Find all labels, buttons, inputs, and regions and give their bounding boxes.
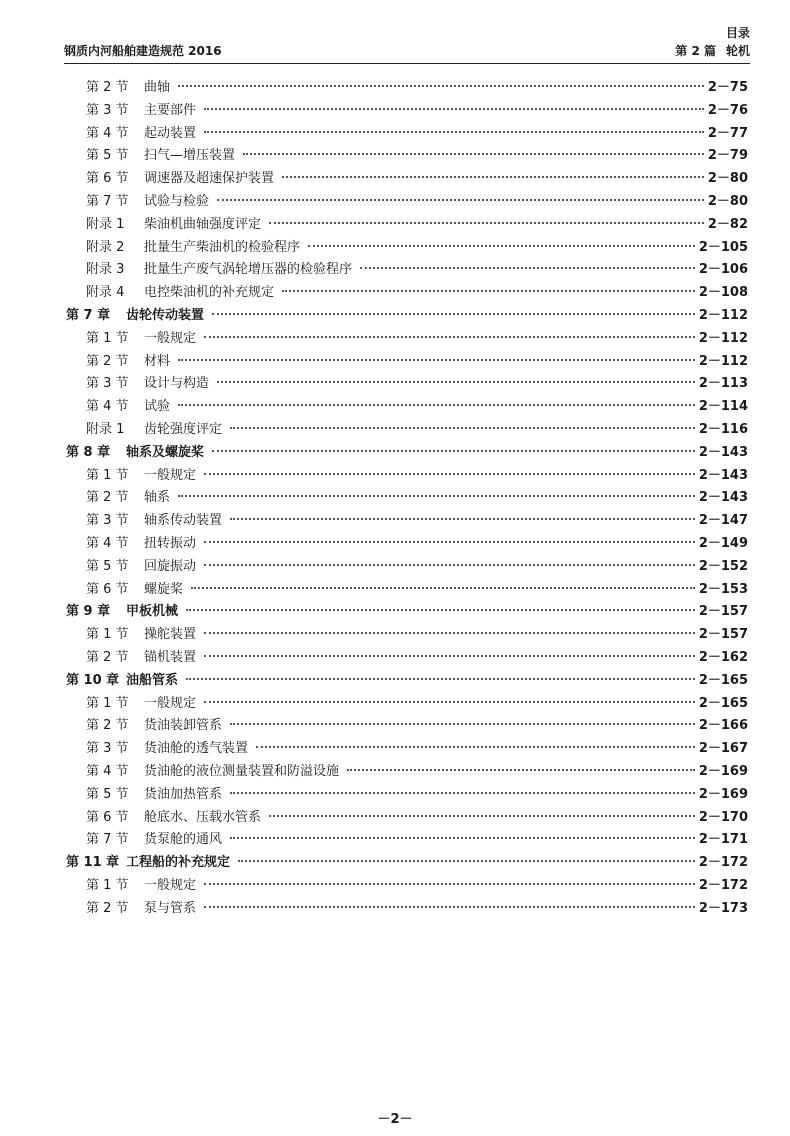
toc-entry-page: 2－147 <box>698 513 748 529</box>
toc-section-entry[interactable] <box>66 373 748 396</box>
dot-leader <box>217 199 704 201</box>
toc-entry-number: 第 6 节 <box>86 809 129 825</box>
toc-entry-number: 第 1 节 <box>86 330 129 346</box>
toc-entry-page: 2－105 <box>698 239 748 255</box>
toc-entry-number: 第 5 节 <box>86 558 129 574</box>
toc-entry-number: 第 8 章 <box>66 444 111 460</box>
dot-leader <box>178 495 695 497</box>
toc-entry-number: 第 4 节 <box>86 535 129 551</box>
toc-entry-page: 2－76 <box>707 102 748 118</box>
toc-entry-page: 2－114 <box>698 399 748 415</box>
toc-entry-number: 第 6 节 <box>86 581 129 597</box>
toc-entry-title: 柴油机曲轴强度评定 <box>144 216 262 232</box>
toc-entry-page: 2－77 <box>707 125 748 141</box>
dot-leader <box>204 131 704 133</box>
toc-section-entry[interactable] <box>66 829 748 852</box>
toc-entry-number: 第 2 节 <box>86 353 129 369</box>
toc-entry-number: 第 1 节 <box>86 695 129 711</box>
toc-section-entry[interactable] <box>66 168 748 191</box>
toc-section-entry[interactable] <box>66 396 748 419</box>
toc-section-entry[interactable] <box>66 807 748 830</box>
toc-section-entry[interactable] <box>66 237 748 260</box>
toc-entry-number: 第 6 节 <box>86 171 129 187</box>
dot-leader <box>238 860 695 862</box>
toc-entry-page: 2－80 <box>707 193 748 209</box>
toc-entry-title: 锚机装置 <box>144 649 197 665</box>
dot-leader <box>230 837 695 839</box>
toc-section-entry[interactable] <box>66 624 748 647</box>
toc-entry-page: 2－169 <box>698 786 748 802</box>
dot-leader <box>230 427 695 429</box>
toc-entry-page: 2－165 <box>698 672 748 688</box>
dot-leader <box>186 609 695 611</box>
toc-entry-number: 第 5 节 <box>86 786 129 802</box>
toc-entry-page: 2－157 <box>698 627 748 643</box>
toc-entry-number: 第 1 节 <box>86 467 129 483</box>
dot-leader <box>256 746 695 748</box>
toc-chapter-entry[interactable] <box>66 852 748 875</box>
toc-entry-page: 2－153 <box>698 581 748 597</box>
toc-entry-page: 2－75 <box>707 80 748 95</box>
toc-entry-page: 2－80 <box>707 171 748 187</box>
dot-leader <box>308 245 695 247</box>
part-heading <box>665 42 750 60</box>
toc-entry-title: 批量生产废气涡轮增压器的检验程序 <box>144 262 353 278</box>
toc-section-entry[interactable] <box>66 715 748 738</box>
toc-entry-number: 第 10 章 <box>66 672 120 688</box>
toc-entry-title: 工程船的补充规定 <box>126 855 231 871</box>
toc-entry-title: 螺旋桨 <box>144 581 184 597</box>
toc-entry-number: 第 1 节 <box>86 627 129 643</box>
toc-entry-title: 舱底水、压载水管系 <box>144 809 262 825</box>
toc-entry-title: 试验与检验 <box>144 193 210 209</box>
toc-entry-page: 2－170 <box>698 809 748 825</box>
dot-leader <box>204 655 695 657</box>
toc-entry-number: 第 2 节 <box>86 490 129 506</box>
toc-entry-title: 材料 <box>144 353 171 369</box>
toc-entry-page: 2－149 <box>698 535 748 551</box>
toc-entry-number: 第 7 节 <box>86 832 129 848</box>
toc-entry-page: 2－157 <box>698 604 748 620</box>
toc-entry-number: 附录 4 <box>86 285 125 301</box>
toc-section-entry[interactable] <box>66 100 748 123</box>
toc-entry-page: 2－172 <box>698 877 748 893</box>
toc-entry-number: 第 4 节 <box>86 763 129 779</box>
toc-section-entry[interactable] <box>66 556 748 579</box>
toc-entry-title: 油船管系 <box>126 672 179 688</box>
dot-leader <box>204 473 695 475</box>
toc-entry-title: 主要部件 <box>144 102 197 118</box>
toc-entry-number: 第 4 节 <box>86 399 129 415</box>
dot-leader <box>230 792 695 794</box>
toc-entry-number: 附录 1 <box>86 216 125 232</box>
dot-leader <box>269 222 704 224</box>
dot-leader <box>282 290 695 292</box>
toc-entry-number: 附录 3 <box>86 262 125 278</box>
toc-entry-page: 2－171 <box>698 832 748 848</box>
toc-entry-title: 齿轮强度评定 <box>144 421 223 437</box>
toc-entry-number: 附录 2 <box>86 239 125 255</box>
dot-leader <box>204 701 695 703</box>
running-head <box>665 24 750 60</box>
dot-leader <box>204 564 695 566</box>
toc-entry-title: 泵与管系 <box>144 900 197 916</box>
toc-section-entry[interactable] <box>66 647 748 670</box>
toc-chapter-entry[interactable] <box>66 670 748 693</box>
toc-section-entry[interactable] <box>66 693 748 716</box>
toc-entry-title: 曲轴 <box>144 80 171 95</box>
toc-section-entry[interactable] <box>66 784 748 807</box>
toc-entry-title: 电控柴油机的补充规定 <box>144 285 275 301</box>
toc-section-entry[interactable] <box>66 282 748 305</box>
toc-entry-page: 2－112 <box>698 307 748 323</box>
toc-entry-page: 2－113 <box>698 376 748 392</box>
toc-entry-title: 齿轮传动装置 <box>126 307 205 323</box>
dot-leader <box>217 381 695 383</box>
table-of-contents <box>66 77 748 920</box>
toc-entry-page: 2－112 <box>698 330 748 346</box>
toc-entry-page: 2－82 <box>707 216 748 232</box>
toc-entry-page: 2－106 <box>698 262 748 278</box>
toc-entry-page: 2－143 <box>698 444 748 460</box>
toc-section-entry[interactable] <box>66 214 748 237</box>
toc-chapter-entry[interactable] <box>66 305 748 328</box>
toc-entry-number: 第 3 节 <box>86 741 129 757</box>
toc-section-entry[interactable] <box>66 487 748 510</box>
header-rule <box>64 63 750 64</box>
dot-leader <box>212 313 695 315</box>
toc-section-entry[interactable] <box>66 351 748 374</box>
book-title: 钢质内河船舶建造规范 2016 <box>64 44 222 58</box>
toc-entry-title: 一般规定 <box>144 877 197 893</box>
dot-leader <box>243 153 704 155</box>
toc-chapter-entry[interactable] <box>66 442 748 465</box>
part-label: 第 2 篇 <box>675 44 716 58</box>
toc-section-entry[interactable] <box>66 898 748 921</box>
toc-entry-page: 2－79 <box>707 148 748 164</box>
toc-entry-number: 附录 1 <box>86 421 125 437</box>
toc-chapter-entry[interactable] <box>66 601 748 624</box>
toc-section-entry[interactable] <box>66 761 748 784</box>
page-header <box>64 24 750 64</box>
toc-entry-page: 2－143 <box>698 467 748 483</box>
dot-leader <box>360 267 695 269</box>
toc-entry-page: 2－162 <box>698 649 748 665</box>
dot-leader <box>204 541 695 543</box>
toc-entry-number: 第 2 节 <box>86 649 129 665</box>
toc-entry-title: 扫气—增压装置 <box>144 148 236 164</box>
toc-entry-page: 2－169 <box>698 763 748 779</box>
toc-entry-title: 货油舱的透气装置 <box>144 741 249 757</box>
dot-leader <box>230 518 695 520</box>
toc-entry-title: 甲板机械 <box>126 604 179 620</box>
dot-leader <box>204 632 695 634</box>
dot-leader <box>186 678 695 680</box>
dot-leader <box>204 883 695 885</box>
dot-leader <box>269 815 695 817</box>
dot-leader <box>347 769 695 771</box>
toc-entry-title: 一般规定 <box>144 695 197 711</box>
toc-section-entry[interactable] <box>66 328 748 351</box>
toc-entry-page: 2－143 <box>698 490 748 506</box>
dot-leader <box>212 450 695 452</box>
toc-entry-title: 一般规定 <box>144 330 197 346</box>
toc-section-entry[interactable] <box>66 579 748 602</box>
toc-entry-number: 第 3 节 <box>86 102 129 118</box>
toc-entry-number: 第 2 节 <box>86 718 129 734</box>
toc-entry-page: 2－152 <box>698 558 748 574</box>
toc-entry-page: 2－165 <box>698 695 748 711</box>
toc-section-entry[interactable] <box>66 123 748 146</box>
toc-entry-title: 操舵装置 <box>144 627 197 643</box>
toc-section-entry[interactable] <box>66 77 748 100</box>
dot-leader <box>204 108 704 110</box>
toc-entry-page: 2－116 <box>698 421 748 437</box>
toc-entry-number: 第 11 章 <box>66 855 120 871</box>
dot-leader <box>178 85 704 87</box>
toc-entry-title: 轴系传动装置 <box>144 513 223 529</box>
toc-entry-title: 货油舱的液位测量装置和防溢设施 <box>144 763 340 779</box>
toc-entry-page: 2－108 <box>698 285 748 301</box>
toc-entry-page: 2－173 <box>698 900 748 916</box>
dot-leader <box>204 906 695 908</box>
toc-entry-title: 货油加热管系 <box>144 786 223 802</box>
toc-entry-number: 第 7 节 <box>86 193 129 209</box>
toc-entry-page: 2－112 <box>698 353 748 369</box>
toc-entry-page: 2－167 <box>698 741 748 757</box>
toc-entry-title: 回旋振动 <box>144 558 197 574</box>
toc-entry-title: 设计与构造 <box>144 376 210 392</box>
toc-entry-title: 调速器及超速保护装置 <box>144 171 275 187</box>
toc-entry-title: 起动装置 <box>144 125 197 141</box>
toc-entry-number: 第 7 章 <box>66 307 111 323</box>
toc-entry-title: 一般规定 <box>144 467 197 483</box>
dot-leader <box>178 404 695 406</box>
toc-section-entry[interactable] <box>66 465 748 488</box>
toc-entry-title: 轴系 <box>144 490 171 506</box>
toc-entry-number: 第 2 节 <box>86 900 129 916</box>
dot-leader <box>204 336 695 338</box>
toc-entry-number: 第 3 节 <box>86 513 129 529</box>
part-name: 轮机 <box>725 44 750 58</box>
toc-entry-title: 试验 <box>144 399 171 415</box>
toc-entry-number: 第 4 节 <box>86 125 129 141</box>
dot-leader <box>282 176 704 178</box>
toc-entry-number: 第 1 节 <box>86 877 129 893</box>
toc-section-entry[interactable] <box>66 875 748 898</box>
toc-entry-title: 货油装卸管系 <box>144 718 223 734</box>
toc-section-entry[interactable] <box>66 419 748 442</box>
toc-entry-number: 第 9 章 <box>66 604 111 620</box>
toc-section-entry[interactable] <box>66 533 748 556</box>
toc-section-entry[interactable] <box>66 145 748 168</box>
toc-entry-page: 2－166 <box>698 718 748 734</box>
toc-section-entry[interactable] <box>66 259 748 282</box>
dot-leader <box>230 723 695 725</box>
toc-section-entry[interactable] <box>66 738 748 761</box>
toc-entry-title: 批量生产柴油机的检验程序 <box>144 239 301 255</box>
section-label: 目录 <box>725 26 750 40</box>
dot-leader <box>191 587 695 589</box>
toc-entry-title: 货泵舱的通风 <box>144 832 223 848</box>
toc-entry-title: 轴系及螺旋桨 <box>126 444 205 460</box>
toc-section-entry[interactable] <box>66 510 748 533</box>
dot-leader <box>178 359 695 361</box>
toc-entry-page: 2－172 <box>698 855 748 871</box>
toc-entry-number: 第 5 节 <box>86 148 129 164</box>
page-number: －2－ <box>377 1112 413 1127</box>
toc-entry-number: 第 3 节 <box>86 376 129 392</box>
toc-section-entry[interactable] <box>66 191 748 214</box>
toc-entry-number: 第 2 节 <box>86 80 129 95</box>
toc-entry-title: 扭转振动 <box>144 535 197 551</box>
